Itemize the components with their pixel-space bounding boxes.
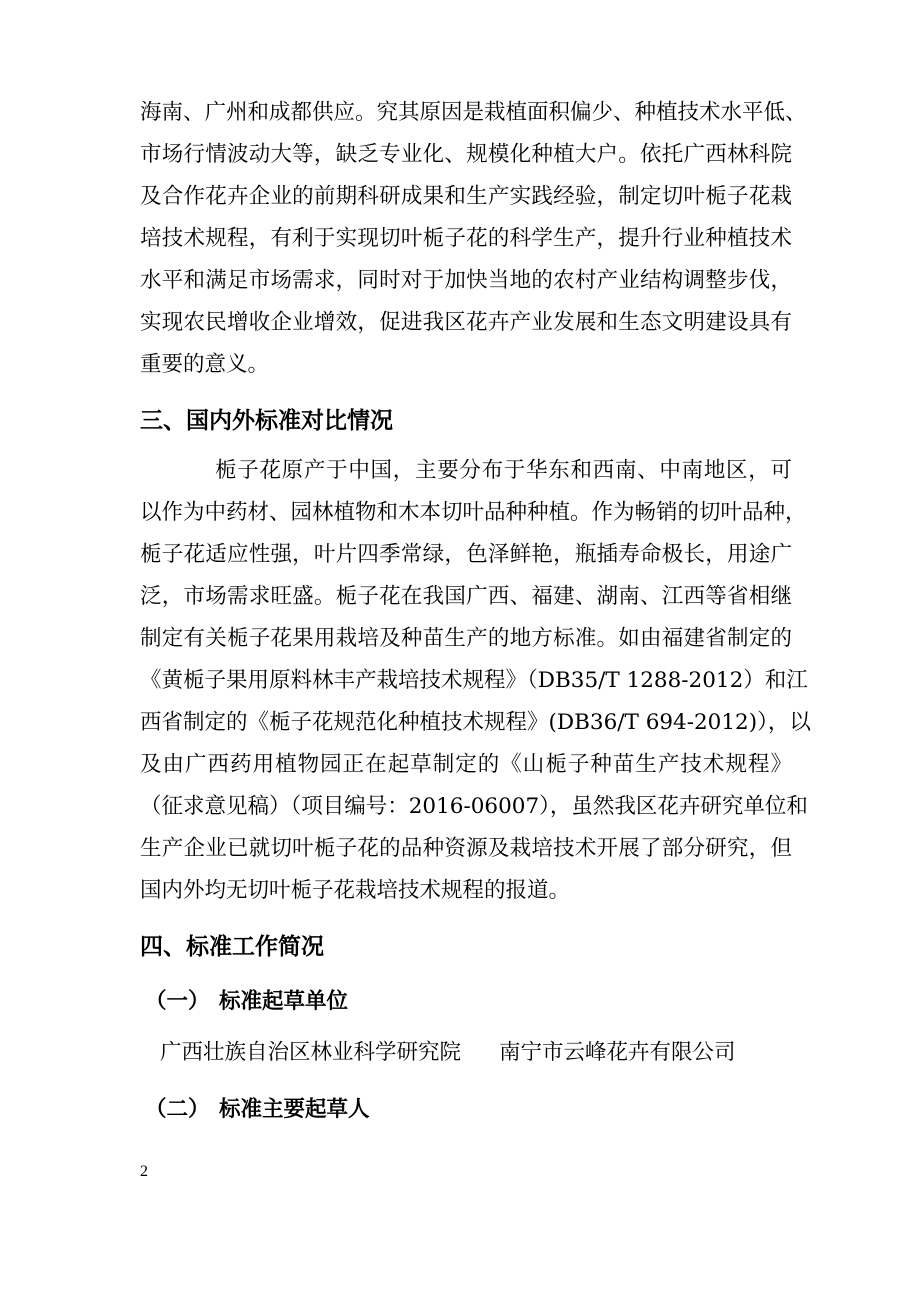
section-3-heading: 三、国内外标准对比情况 [140, 408, 393, 434]
paragraph-1-line-3: 及合作花卉企业的前期科研成果和生产实践经验，制定切叶栀子花栽 [140, 184, 792, 209]
section-3-line-11: 国内外均无切叶栀子花栽培技术规程的报道。 [140, 878, 571, 903]
subsection-2-heading [145, 1092, 370, 1123]
page-number: 2 [140, 1163, 148, 1180]
paragraph-1-line-7: 重要的意义。 [140, 352, 270, 377]
section-3-line-1: 栀子花原产于中国，主要分布于华东和西南、中南地区，可 [215, 458, 792, 483]
section-3-line-3: 栀子花适应性强，叶片四季常绿，色泽鲜艳，瓶插寿命极长，用途广 [140, 542, 792, 567]
section-3-line-7: 西省制定的《栀子花规范化种植技术规程》(DB36/T 694-2012)），以 [140, 710, 811, 735]
section-3-line-8: 及由广西药用植物园正在起草制定的《山栀子种苗生产技术规程》 [140, 752, 792, 777]
section-3-line-9: （征求意见稿）（项目编号：2016-06007），虽然我区花卉研究单位和 [140, 794, 808, 819]
organization-2: 南宁市云峰花卉有限公司 [499, 1040, 736, 1065]
section-3-line-5: 制定有关栀子花果用栽培及种苗生产的地方标准。如由福建省制定的 [140, 626, 792, 651]
section-3-line-10: 生产企业已就切叶栀子花的品种资源及栽培技术开展了部分研究，但 [140, 836, 792, 861]
drafting-organizations [160, 1038, 736, 1068]
paragraph-1-line-2: 市场行情波动大等，缺乏专业化、规模化种植大户。依托广西林科院 [140, 142, 792, 167]
organization-1: 广西壮族自治区林业科学研究院 [160, 1040, 462, 1065]
subsection-2-number: （二） [145, 1097, 210, 1122]
subsection-2-title: 标准主要起草人 [219, 1097, 370, 1122]
paragraph-1-line-4: 培技术规程，有利于实现切叶栀子花的科学生产，提升行业种植技术 [140, 226, 792, 251]
section-3-line-2: 以作为中药材、园林植物和木本切叶品种种植。作为畅销的切叶品种， [140, 500, 807, 525]
section-4-heading: 四、标准工作简况 [140, 934, 324, 960]
subsection-1-number: （一） [145, 989, 210, 1014]
section-3-line-6: 《黄栀子果用原料林丰产栽培技术规程》（DB35/T 1288-2012）和江 [140, 668, 808, 693]
paragraph-1-line-5: 水平和满足市场需求，同时对于加快当地的农村产业结构调整步伐， [140, 268, 792, 293]
section-3-line-4: 泛，市场需求旺盛。栀子花在我国广西、福建、湖南、江西等省相继 [140, 584, 792, 609]
paragraph-1-line-1: 海南、广州和成都供应。究其原因是栽植面积偏少、种植技术水平低、 [140, 100, 807, 125]
subsection-1-heading [145, 984, 348, 1015]
subsection-1-title: 标准起草单位 [219, 989, 349, 1014]
paragraph-1-line-6: 实现农民增收企业增效，促进我区花卉产业发展和生态文明建设具有 [140, 310, 792, 335]
